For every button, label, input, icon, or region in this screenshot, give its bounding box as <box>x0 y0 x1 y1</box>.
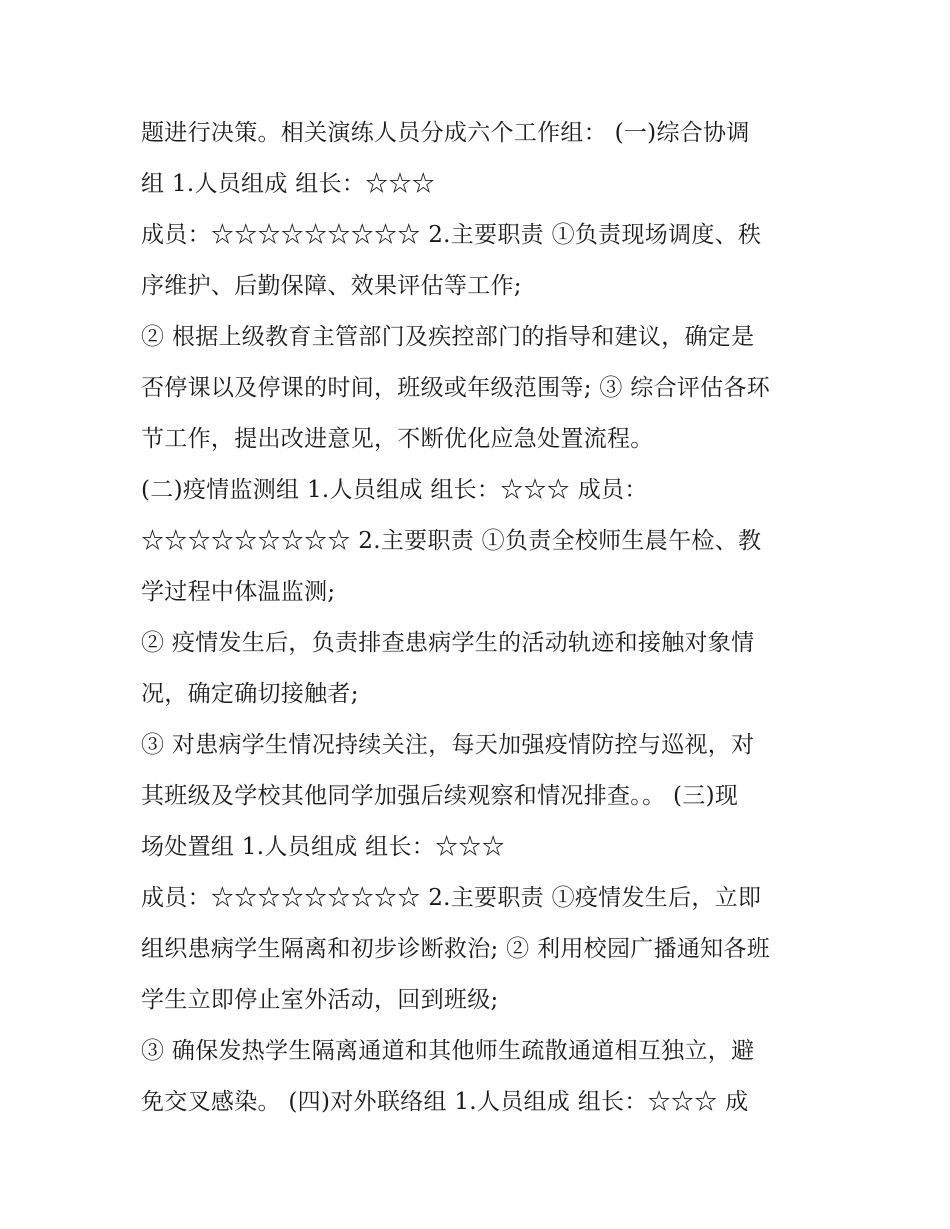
text-line: 否停课以及停课的时间，班级或年级范围等; ③ 综合评估各环 <box>141 375 771 401</box>
text-line: 成员：☆☆☆☆☆☆☆☆☆ 2.主要职责 ①负责现场调度、秩 <box>141 222 762 248</box>
text-line: ③ 确保发热学生隔离通道和其他师生疏散通道相互独立，避 <box>141 1038 755 1064</box>
text-line: 题进行决策。相关演练人员分成六个工作组： (一)综合协调 <box>141 120 750 146</box>
text-line: ② 根据上级教育主管部门及疾控部门的指导和建议，确定是 <box>141 324 755 350</box>
text-line: 其班级及学校其他同学加强后续观察和情况排查。。 (三)现 <box>141 783 739 809</box>
text-line: 学过程中体温监测; <box>141 579 336 605</box>
text-line: 节工作，提出改进意见，不断优化应急处置流程。 <box>141 426 654 452</box>
text-line: 组织患病学生隔离和初步诊断救治; ② 利用校园广播通知各班 <box>141 936 771 962</box>
text-line: ☆☆☆☆☆☆☆☆☆ 2.主要职责 ①负责全校师生晨午检、教 <box>141 528 762 554</box>
text-line: 学生立即停止室外活动，回到班级; <box>141 987 499 1013</box>
text-line: 组 1.人员组成 组长：☆☆☆ <box>141 171 436 197</box>
text-line: 免交叉感染。 (四)对外联络组 1.人员组成 组长：☆☆☆ 成 <box>141 1089 749 1115</box>
text-line: ③ 对患病学生情况持续关注，每天加强疫情防控与巡视，对 <box>141 732 755 758</box>
text-line: ② 疫情发生后，负责排查患病学生的活动轨迹和接触对象情 <box>141 630 755 656</box>
text-line: 序维护、后勤保障、效果评估等工作; <box>141 273 522 299</box>
body-text <box>141 108 821 1128</box>
text-line: 况，确定确切接触者; <box>141 681 359 707</box>
text-line: (二)疫情监测组 1.人员组成 组长：☆☆☆ 成员： <box>141 477 648 503</box>
text-line: 成员：☆☆☆☆☆☆☆☆☆ 2.主要职责 ①疫情发生后，立即 <box>141 885 762 911</box>
text-line: 场处置组 1.人员组成 组长：☆☆☆ <box>141 834 505 860</box>
